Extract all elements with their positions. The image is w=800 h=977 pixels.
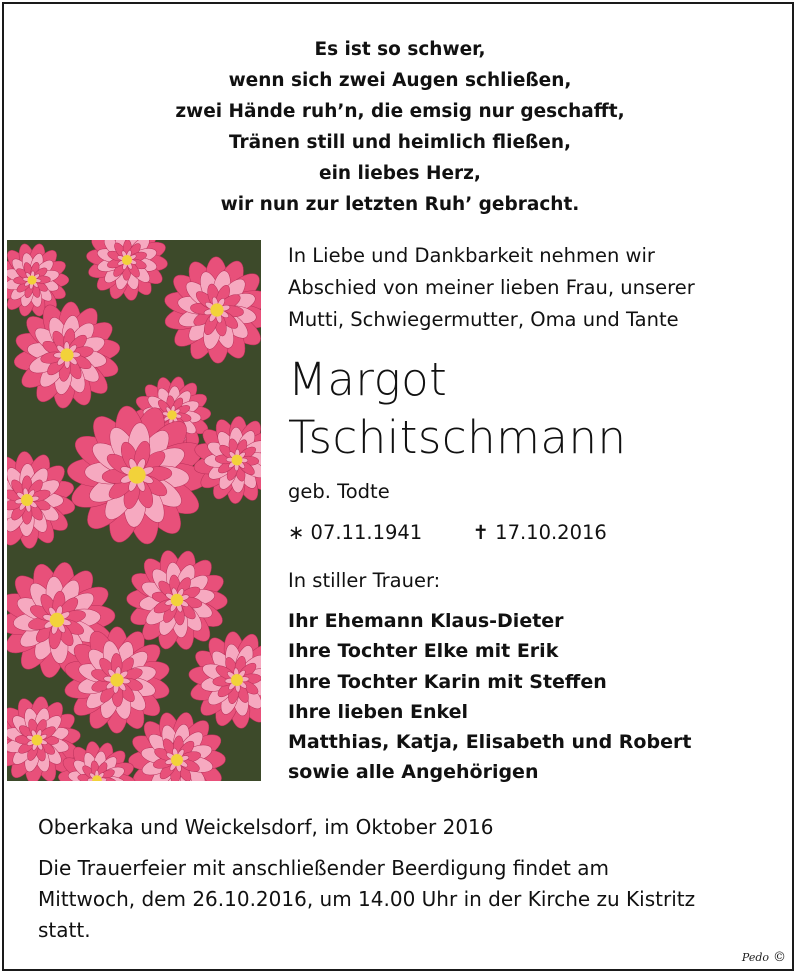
last-name: Tschitschmann: [288, 411, 627, 464]
deceased-name: [288, 351, 627, 467]
life-dates: [288, 521, 607, 544]
funeral-info: [38, 853, 778, 946]
family-member: Ihre Tochter Elke mit Erik: [288, 640, 559, 663]
family-list: [288, 606, 691, 788]
publisher-mark: [742, 950, 786, 965]
intro-line: In Liebe und Dankbarkeit nehmen wir: [288, 244, 655, 267]
verse-line: wir nun zur letzten Ruh’ gebracht.: [220, 194, 580, 215]
verse-line: ein liebes Herz,: [319, 163, 481, 184]
publisher-signature: Pedo: [741, 951, 769, 964]
death-cross-icon: ✝: [472, 521, 489, 544]
verse-line: Es ist so schwer,: [314, 39, 486, 60]
verse-line: Tränen still und heimlich fließen,: [228, 132, 572, 153]
funeral-line: statt.: [38, 918, 91, 942]
memorial-verse: [0, 34, 800, 220]
intro-line: Abschied von meiner lieben Frau, unserer: [288, 276, 695, 299]
maiden-name: geb. Todte: [288, 480, 390, 503]
family-member: Ihre lieben Enkel: [288, 700, 469, 723]
intro-line: Mutti, Schwiegermutter, Oma und Tante: [288, 308, 679, 331]
death-date: 17.10.2016: [495, 521, 607, 544]
family-member: sowie alle Angehörigen: [288, 761, 539, 784]
verse-line: wenn sich zwei Augen schließen,: [228, 70, 572, 91]
family-member: Ihre Tochter Karin mit Steffen: [288, 670, 607, 693]
dahlia-flowers-image: [7, 240, 261, 781]
intro-text: [288, 240, 695, 336]
copyright-icon: ©: [773, 950, 786, 965]
funeral-line: Mittwoch, dem 26.10.2016, um 14.00 Uhr in der Kirche zu Kistritz: [38, 887, 696, 911]
first-name: Margot: [288, 353, 448, 406]
birth-star-icon: ∗: [288, 521, 305, 544]
family-member: Matthias, Katja, Elisabeth und Robert: [288, 731, 692, 754]
verse-line: zwei Hände ruh’n, die emsig nur geschafft,: [175, 101, 625, 122]
mourning-label: In stiller Trauer:: [288, 569, 441, 592]
birth-date: 07.11.1941: [310, 521, 423, 544]
funeral-line: Die Trauerfeier mit anschließender Beerdigung findet am: [38, 856, 609, 880]
place-and-date: Oberkaka und Weickelsdorf, im Oktober 2016: [38, 815, 494, 839]
family-member: Ihr Ehemann Klaus-Dieter: [288, 610, 564, 632]
